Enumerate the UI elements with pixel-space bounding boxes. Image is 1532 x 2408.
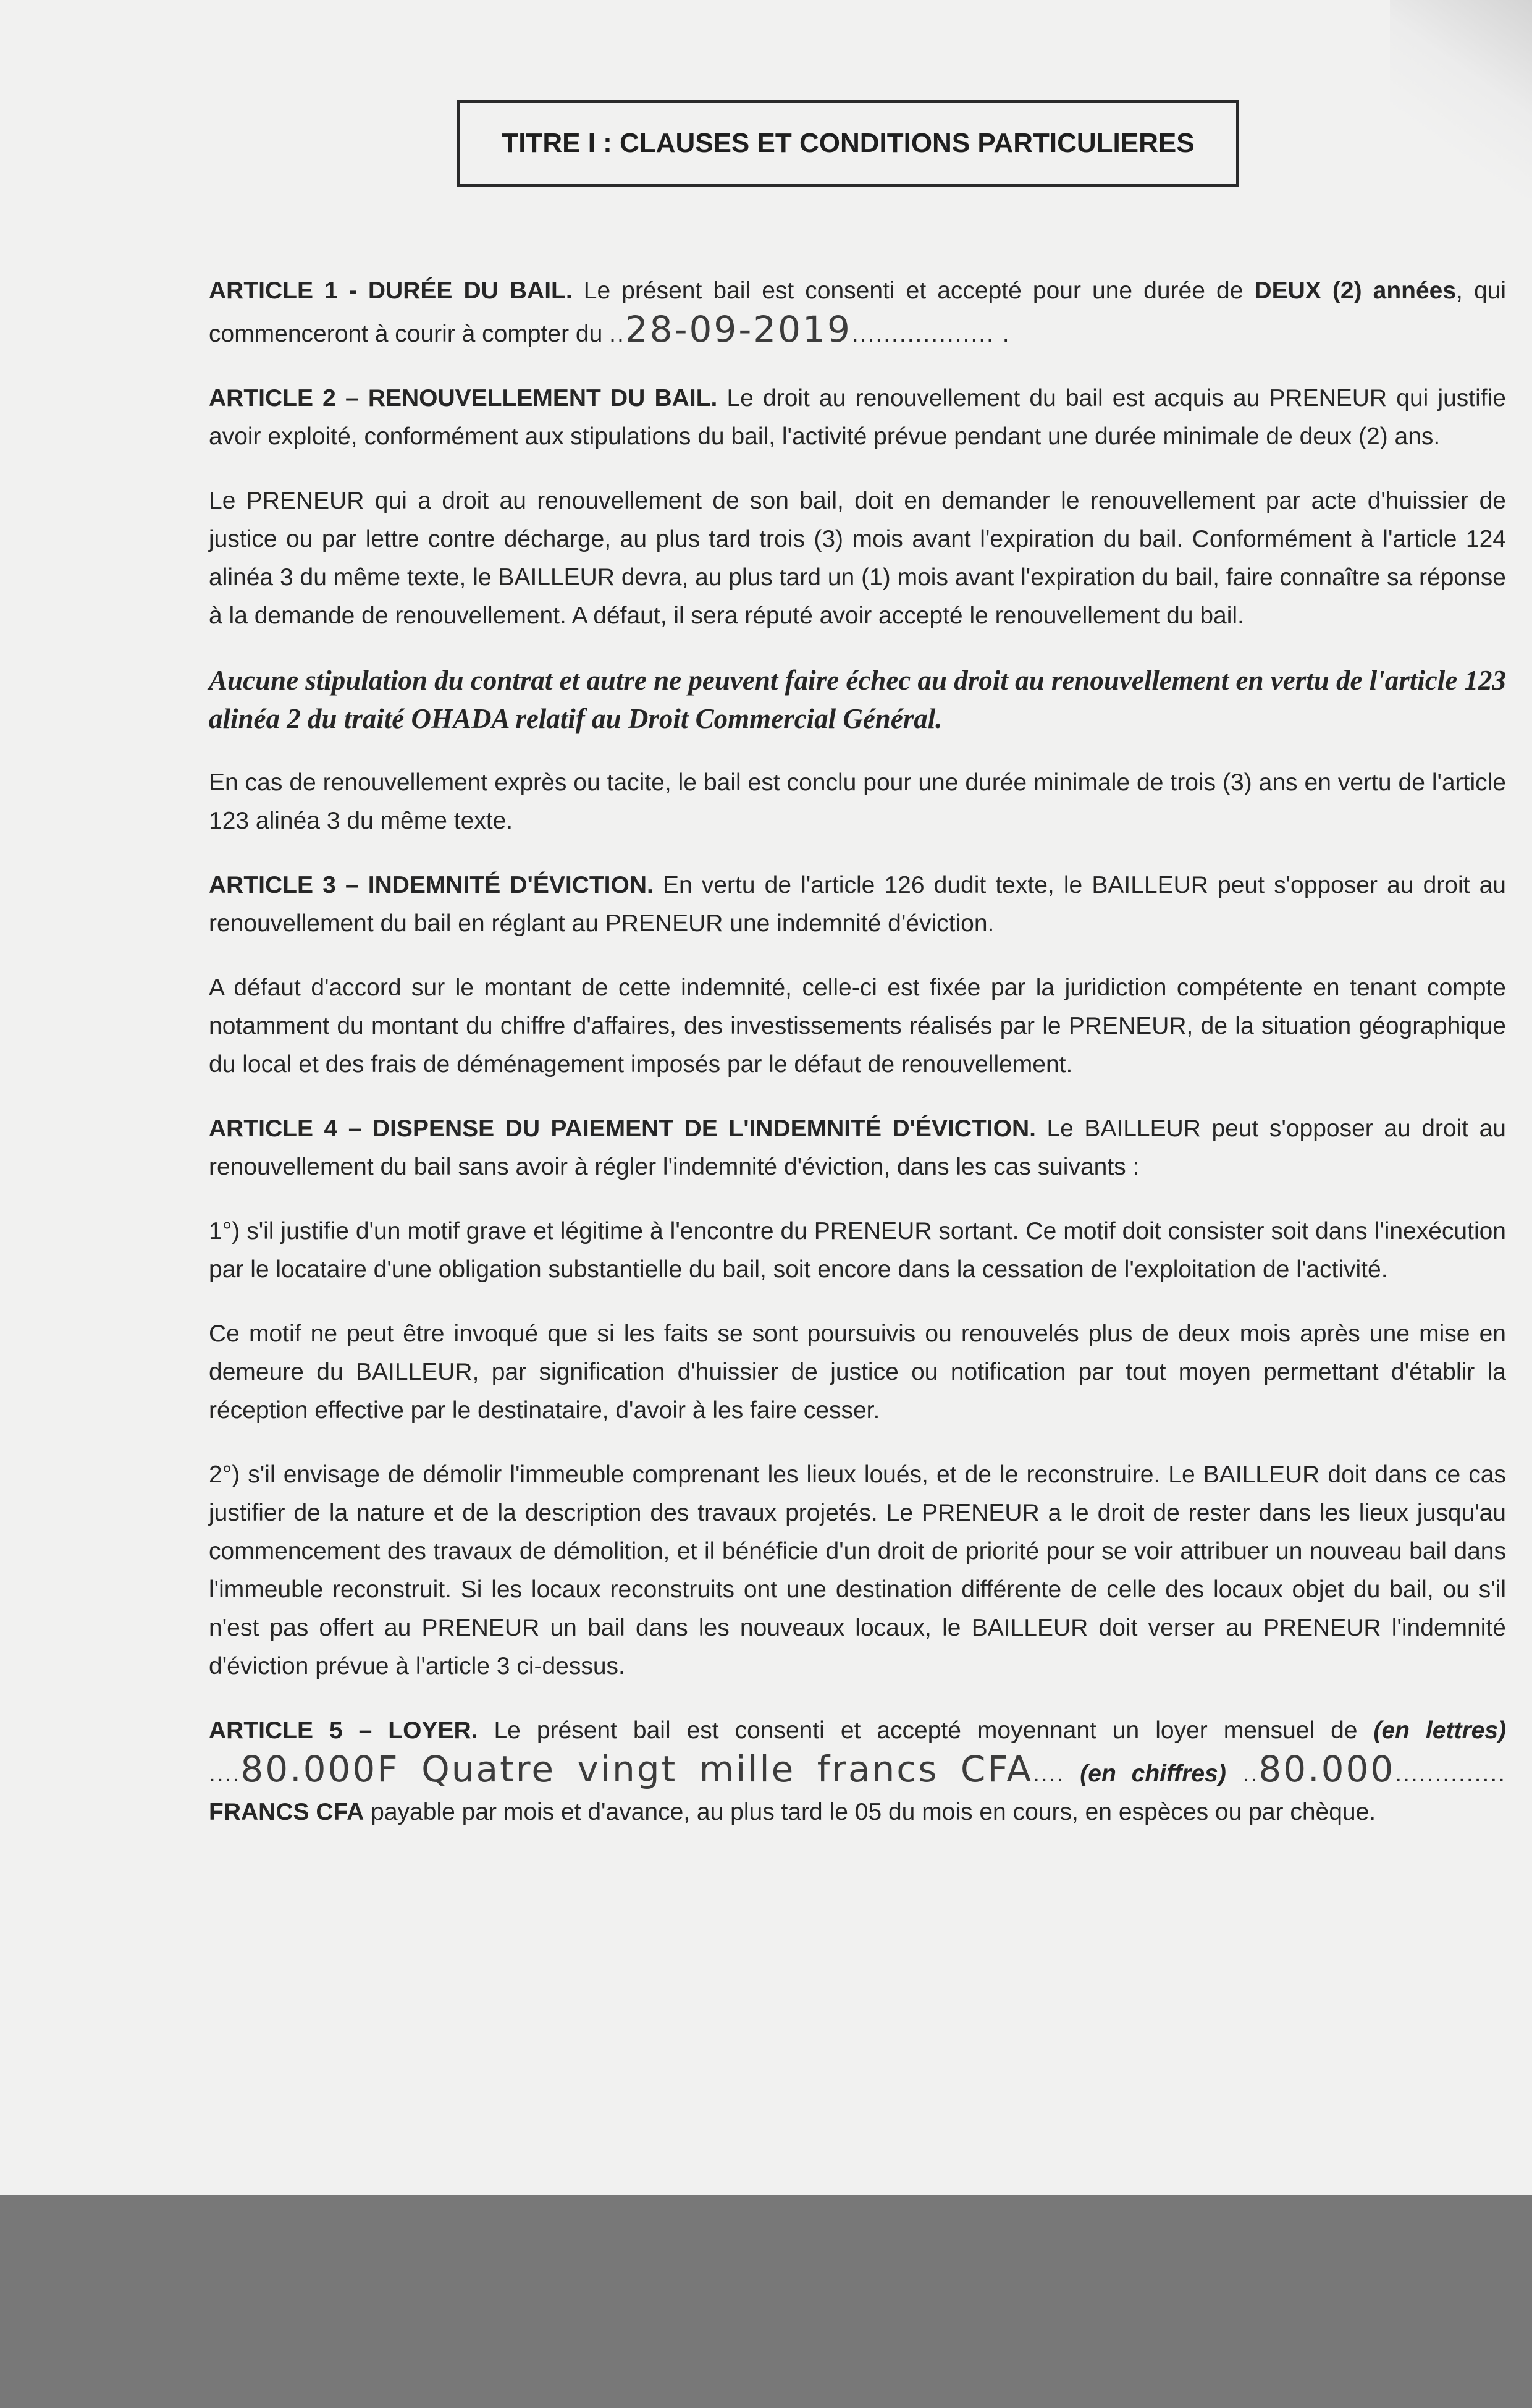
article-1-dots-b: .................. .	[851, 321, 1011, 347]
article-4-para-3: Ce motif ne peut être invoqué que si les faits se sont poursuivis ou renouvelés plus de deux mois après une mise en demeure du BAILLEUR, par signification d'huissier de justice ou notification par tout moyen permettant d'établir la réception effective par le destinataire, d'avoir à les faire cesser.	[209, 1320, 1506, 1424]
article-5-dots-a: ....	[209, 1760, 241, 1787]
handwritten-start-date: 28-09-2019	[625, 308, 852, 350]
handwritten-rent-digits: 80.000	[1258, 1748, 1395, 1790]
article-5-en-chiffres: (en chiffres)	[1080, 1760, 1226, 1787]
document-body	[209, 272, 1506, 1857]
article-4-para-4: 2°) s'il envisage de démolir l'immeuble comprenant les lieux loués, et de le reconstruire. Le BAILLEUR doit dans ce cas justifier de la nature et de la description des travaux projetés. Le PRENEUR a le droit de rester dans les lieux jusqu'au commencement des travaux de démolition, et il bénéficie d'un droit de priorité pour se voir attribuer un nouveau bail dans l'immeuble reconstruit. Si les locaux reconstruits ont une destination différente de celle des locaux objet du bail, ou s'il n'est pas offert au PRENEUR un bail dans les nouveaux locaux, le BAILLEUR doit verser au PRENEUR l'indemnité d'éviction prévue à l'article 3 ci-dessus.	[209, 1461, 1506, 1679]
article-4-para-2: 1°) s'il justifie d'un motif grave et légitime à l'encontre du PRENEUR sortant. Ce motif doit consister soit dans l'inexécution par le locataire d'une obligation substantielle du bail, soit encore dans la cessation de l'exploitation de l'activité.	[209, 1218, 1506, 1283]
article-1	[209, 272, 1506, 353]
scanner-background	[0, 2195, 1532, 2408]
folded-corner	[1390, 0, 1532, 198]
article-1-duration: DEUX (2) années	[1254, 277, 1457, 304]
article-3	[209, 866, 1506, 943]
article-3-text: En vertu de l'article 126 dudit texte, le BAILLEUR peut s'opposer au droit au renouvellement du bail en réglant au PRENEUR une indemnité d'éviction.	[209, 872, 1506, 937]
article-5-dots-c: ..	[1226, 1760, 1259, 1787]
article-2-para-3: Aucune stipulation du contrat et autre ne peuvent faire échec au droit au renouvellement en vertu de l'article 123 alinéa 2 du traité OHADA relatif au Droit Commercial Général.	[209, 665, 1506, 734]
article-5-text: Le présent bail est consenti et accepté moyennant un loyer mensuel de	[478, 1717, 1374, 1744]
article-3-heading: ARTICLE 3 – INDEMNITÉ D'ÉVICTION.	[209, 872, 654, 898]
article-2-para-2: Le PRENEUR qui a droit au renouvellement de son bail, doit en demander le renouvellement par acte d'huissier de justice ou par lettre contre décharge, au plus tard trois (3) mois avant l'expiration du bail. Conformément à l'article 124 alinéa 3 du même texte, le BAILLEUR devra, au plus tard un (1) mois avant l'expiration du bail, faire connaître sa réponse à la demande de renouvellement. A défaut, il sera réputé avoir accepté le renouvellement du bail.	[209, 488, 1506, 629]
article-5-heading: ARTICLE 5 – LOYER.	[209, 1717, 478, 1744]
article-5-en-lettres: (en lettres)	[1373, 1717, 1506, 1744]
document-title: TITRE I : CLAUSES ET CONDITIONS PARTICULIERES	[502, 128, 1195, 158]
article-2-heading: ARTICLE 2 – RENOUVELLEMENT DU BAIL.	[209, 385, 718, 412]
article-5-dots-d: ..............	[1395, 1760, 1506, 1787]
article-2-text: Le droit au renouvellement du bail est acquis au PRENEUR qui justifie avoir exploité, conformément aux stipulations du bail, l'activité prévue pendant une durée minimale de deux (2) ans.	[209, 385, 1507, 450]
article-5-currency: FRANCS CFA	[209, 1799, 364, 1825]
article-5-text-end: payable par mois et d'avance, au plus tard le 05 du mois en cours, en espèces ou par chèque.	[364, 1799, 1376, 1825]
article-3-para-2: A défaut d'accord sur le montant de cette indemnité, celle-ci est fixée par la juridiction compétente en tenant compte notamment du montant du chiffre d'affaires, des investissements réalisés par le PRENEUR, de la situation géographique du local et des frais de déménagement imposés par le défaut de renouvellement.	[209, 974, 1506, 1078]
article-4-heading: ARTICLE 4 – DISPENSE DU PAIEMENT DE L'INDEMNITÉ D'ÉVICTION.	[209, 1115, 1036, 1142]
article-1-dots-a: ..	[609, 321, 625, 347]
document-title-box	[457, 100, 1239, 187]
article-2-para-4: En cas de renouvellement exprès ou tacite, le bail est conclu pour une durée minimale de trois (3) ans en vertu de l'article 123 alinéa 3 du même texte.	[209, 769, 1506, 834]
handwritten-rent-words: 80.000F Quatre vingt mille francs CFA	[240, 1748, 1033, 1790]
article-5	[209, 1712, 1506, 1831]
article-1-heading: ARTICLE 1 - DURÉE DU BAIL.	[209, 277, 573, 304]
article-1-text-a: Le présent bail est consenti et accepté pour une durée de	[572, 277, 1255, 304]
article-5-dots-b: ....	[1033, 1760, 1065, 1787]
article-2	[209, 379, 1506, 456]
article-1-text-b: , qui commenceront à courir à compter du	[209, 277, 1507, 347]
article-4-text: Le BAILLEUR peut s'opposer au droit au renouvellement du bail sans avoir à régler l'indemnité d'éviction, dans les cas suivants :	[209, 1115, 1506, 1180]
article-4	[209, 1110, 1506, 1186]
